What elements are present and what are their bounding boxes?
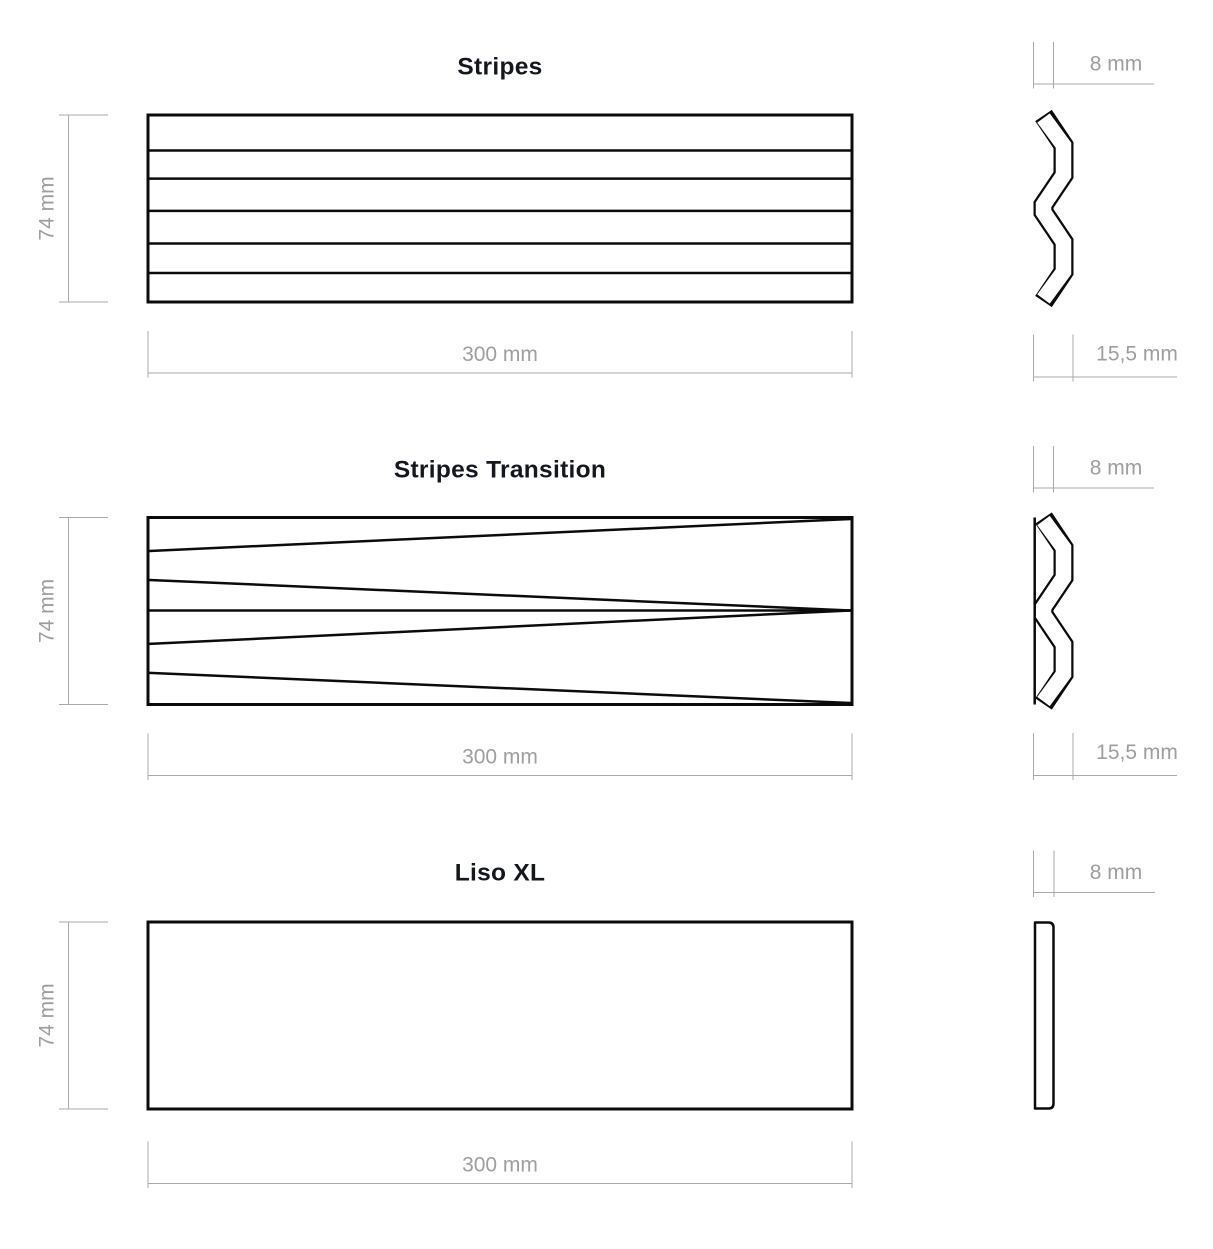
depth-label: 15,5 mm <box>1096 342 1178 366</box>
height-dimension <box>36 922 109 1109</box>
height-label: 74 mm <box>35 176 59 241</box>
front-view <box>148 115 852 302</box>
section-liso-xl <box>36 851 1156 1189</box>
side-profile-view <box>1035 923 1054 1109</box>
width-dimension <box>148 734 852 781</box>
thickness-dimension <box>1034 851 1156 898</box>
front-view <box>148 922 852 1109</box>
section-title: Stripes Transition <box>393 456 607 484</box>
thickness-label: 8 mm <box>1089 861 1143 884</box>
height-label: 74 mm <box>35 983 59 1048</box>
section-stripes <box>36 42 1178 382</box>
thickness-dimension <box>1034 42 1155 89</box>
depth-dimension <box>1034 733 1178 780</box>
width-dimension <box>148 331 852 378</box>
section-title: Stripes <box>457 53 543 81</box>
front-view <box>148 518 852 705</box>
tile-outline <box>148 922 852 1109</box>
section-stripes-transition <box>36 446 1178 780</box>
thickness-label: 8 mm <box>1089 52 1143 76</box>
depth-dimension <box>1034 335 1178 382</box>
depth-label: 15,5 mm <box>1096 741 1178 764</box>
section-title: Liso XL <box>454 859 546 887</box>
thickness-label: 8 mm <box>1089 456 1143 480</box>
height-dimension <box>36 115 109 302</box>
thickness-dimension <box>1034 446 1155 493</box>
profile-outline <box>1035 923 1054 1109</box>
width-dimension <box>148 1142 852 1189</box>
height-label: 74 mm <box>35 578 59 644</box>
height-dimension <box>36 518 109 705</box>
width-label: 300 mm <box>462 1153 538 1177</box>
width-label: 300 mm <box>462 343 538 366</box>
width-label: 300 mm <box>462 745 538 769</box>
side-profile-view <box>1035 518 1064 705</box>
side-profile-view <box>1044 116 1064 302</box>
